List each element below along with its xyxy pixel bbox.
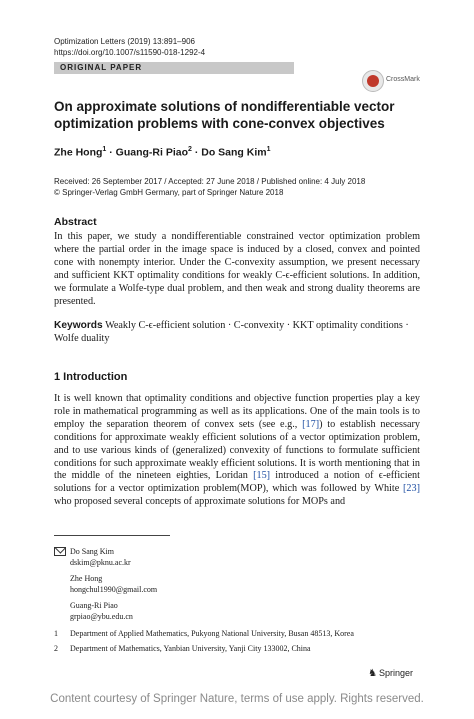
affiliation-text: Department of Applied Mathematics, Pukyong National University, Busan 48513, Korea <box>70 629 354 638</box>
keywords-label: Keywords <box>54 320 103 331</box>
crossmark-icon <box>362 70 384 92</box>
affiliation-number: 1 <box>54 629 58 638</box>
intro-text: ) to establish necessary conditions for approximate weakly efficient solutions of a vector optimization problem, and to use various kinds of (generalized) convexity of functions to formulate sufficient conditions for such approximate weakly efficient solutions. It is worth mentioning that in the middle of the nineteen eighties, Loridan <box>54 418 420 482</box>
contact-entry <box>70 573 270 595</box>
keywords-block <box>54 320 420 346</box>
footnote-divider <box>54 535 170 536</box>
contact-name: Do Sang Kim <box>70 547 114 556</box>
affiliation <box>54 628 354 639</box>
contact-entry <box>70 546 270 568</box>
contact-email[interactable]: grpiao@ybu.edu.cn <box>70 612 133 621</box>
citation-link[interactable]: [17] <box>302 418 320 430</box>
publisher-name: Springer <box>378 668 413 678</box>
abstract-heading: Abstract <box>54 216 97 228</box>
doi-link[interactable]: https://doi.org/10.1007/s11590-018-1292-4 <box>54 48 206 57</box>
author-separator: · <box>194 146 199 159</box>
affiliation-text: Department of Mathematics, Yanbian University, Yanji City 133002, China <box>70 644 311 653</box>
author-affiliation-mark: 1 <box>266 146 271 153</box>
author-affiliation-mark: 1 <box>102 146 107 153</box>
author-name: Zhe Hong <box>54 146 103 159</box>
contact-name: Zhe Hong <box>70 574 103 583</box>
springer-horse-icon: ♞ <box>368 668 377 679</box>
date-history: Received: 26 September 2017 / Accepted: 27 June 2018 / Published online: 4 July 2018 <box>54 177 366 186</box>
keywords-text: Weakly C-ϵ-efficient solution · C-convexity · KKT optimality conditions · Wolfe duality <box>54 320 409 344</box>
journal-citation: Optimization Letters (2019) 13:891–906 <box>54 37 195 46</box>
crossmark-badge[interactable] <box>362 70 432 94</box>
paper-type-bar <box>54 62 294 74</box>
citation-link[interactable]: [23] <box>403 483 420 495</box>
section-heading: 1 Introduction <box>54 371 128 383</box>
intro-text: It is well known that optimality conditions and objective function properties play a key role in mathematical programming as well as its applications. One of the main tools is to employ the separation theorem of convex sets (see e.g., <box>54 393 420 430</box>
abstract-text: In this paper, we study a nondifferentiable constrained vector optimization problem where the partial order in the image space is induced by a closed, convex and pointed cone with nonempty interior. Under the C-convexity assumption, we present necessary and sufficient KKT optimality conditions for weakly C-ϵ-efficient solutions. In addition, we formulate a Wolfe-type dual problem, and then weak and strong duality theorems are presented. <box>54 231 420 307</box>
paper-type-label: ORIGINAL PAPER <box>60 63 143 72</box>
introduction-paragraph <box>54 393 420 509</box>
intro-text: who proposed several concepts of approximate solutions for MOPs and <box>54 496 346 508</box>
crossmark-label: CrossMark <box>386 76 420 83</box>
contact-entry <box>70 600 270 622</box>
publication-dates <box>54 176 365 198</box>
courtesy-watermark: Content courtesy of Springer Nature, terms of use apply. Rights reserved. <box>50 693 424 705</box>
author-name: Do Sang Kim <box>201 146 267 159</box>
paper-title: On approximate solutions of nondifferentiable vector optimization problems with cone-convex objectives <box>54 99 395 131</box>
author-affiliation-mark: 2 <box>188 146 192 153</box>
copyright-line: © Springer-Verlag GmbH Germany, part of Springer Nature 2018 <box>54 188 284 197</box>
author-list <box>54 146 271 159</box>
author-name: Guang-Ri Piao <box>115 146 189 159</box>
publisher-logo <box>368 668 413 679</box>
citation-link[interactable]: [15] <box>253 470 271 482</box>
affiliation <box>54 643 311 654</box>
intro-text: introduced a notion of ϵ-efficient solutions for a vector optimization problem(MOP), which was followed by White <box>54 470 420 495</box>
envelope-icon <box>54 547 66 556</box>
contact-email[interactable]: dskim@pknu.ac.kr <box>70 558 131 567</box>
contact-name: Guang-Ri Piao <box>70 601 118 610</box>
author-separator: · <box>109 146 113 159</box>
contact-email[interactable]: hongchul1990@gmail.com <box>70 585 158 594</box>
affiliation-number: 2 <box>54 644 58 653</box>
